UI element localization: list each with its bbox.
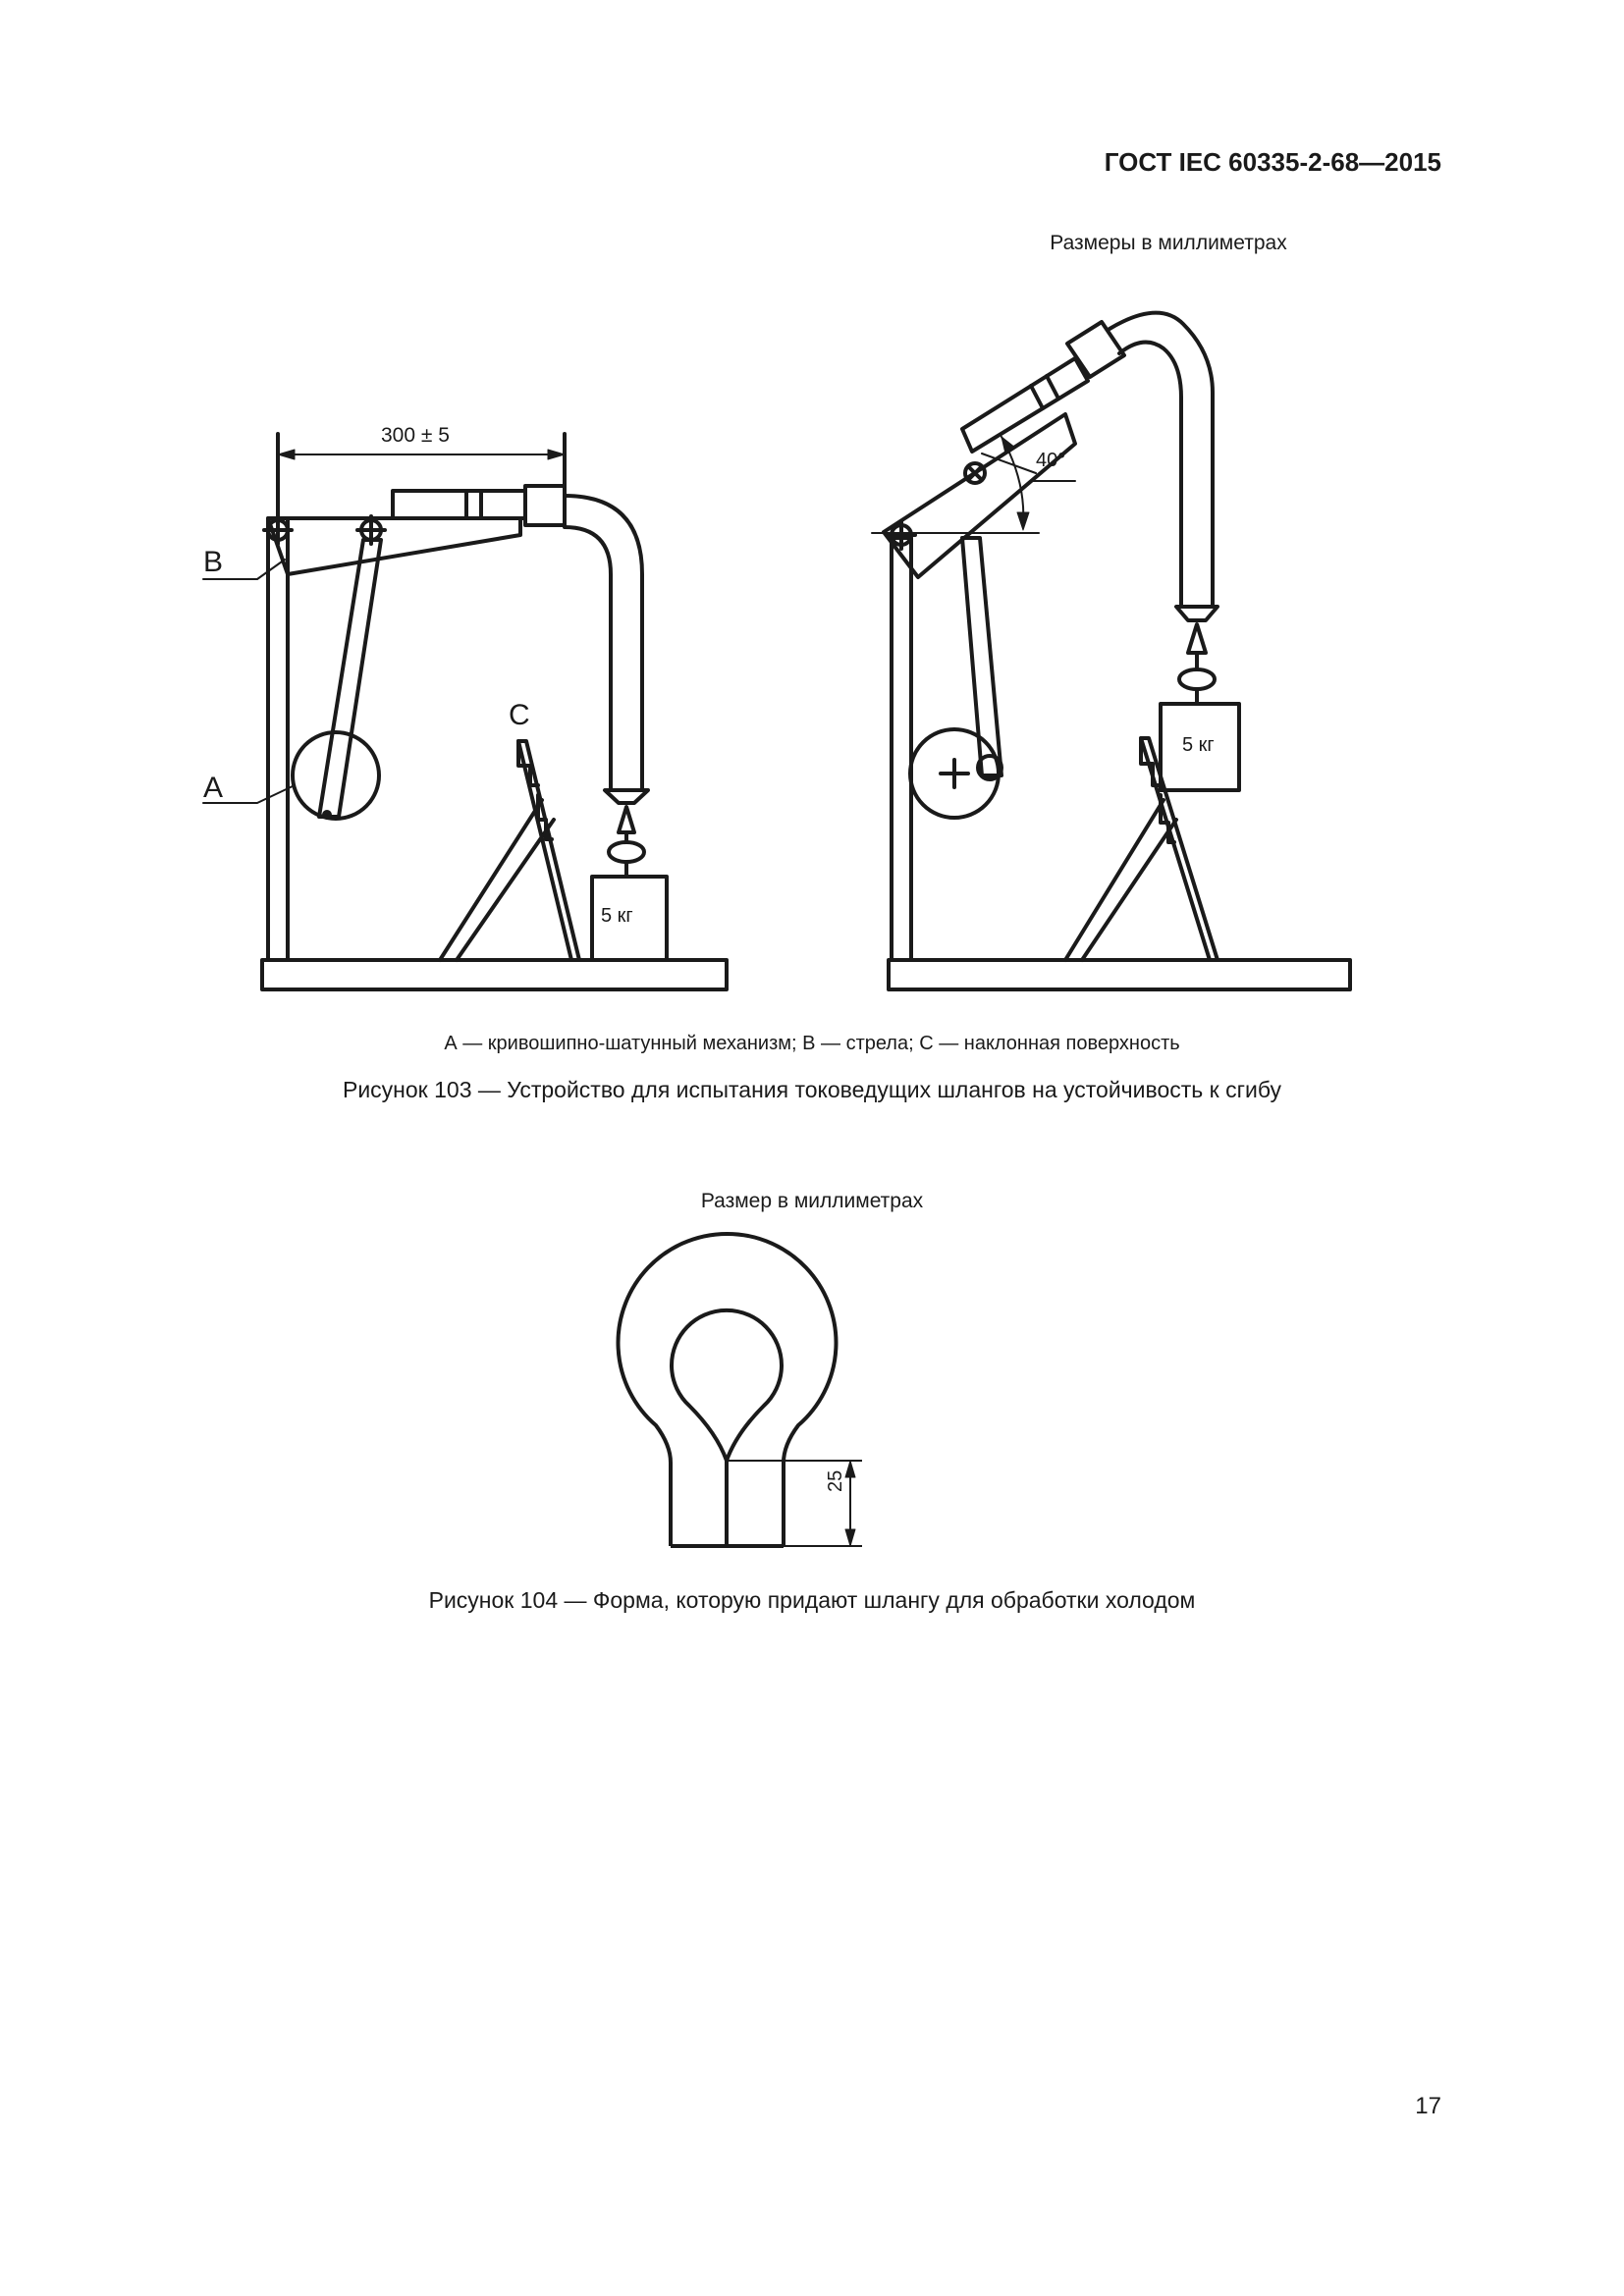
figure-104-caption: Рисунок 104 — Форма, которую придают шлангу для обработки холодом (428, 1587, 1196, 1613)
dimension-25: 25 (825, 1469, 846, 1492)
figure-103-legend: А — кривошипно-шатунный механизм; В — стрела; С — наклонная поверхность (444, 1033, 1180, 1054)
weight-right-label: 5 кг (1182, 734, 1215, 756)
page-number: 17 (1415, 2093, 1441, 2119)
label-a: A (203, 772, 224, 804)
angle-label: 40° (1036, 450, 1066, 471)
label-c: C (509, 699, 530, 731)
hose-loop-inner (672, 1310, 782, 1461)
label-b: B (203, 546, 224, 578)
dimension-300: 300 ± 5 (381, 424, 450, 447)
figure-104-units-note: Размер в миллиметрах (700, 1190, 924, 1212)
weight-left-label: 5 кг (601, 905, 633, 927)
figure-103-caption: Рисунок 103 — Устройство для испытания токоведущих шлангов на устойчивость к сгибу (342, 1077, 1282, 1102)
figure-103-units-note: Размеры в миллиметрах (1050, 232, 1287, 254)
document-header: ГОСТ IEC 60335-2-68—2015 (1104, 147, 1441, 177)
